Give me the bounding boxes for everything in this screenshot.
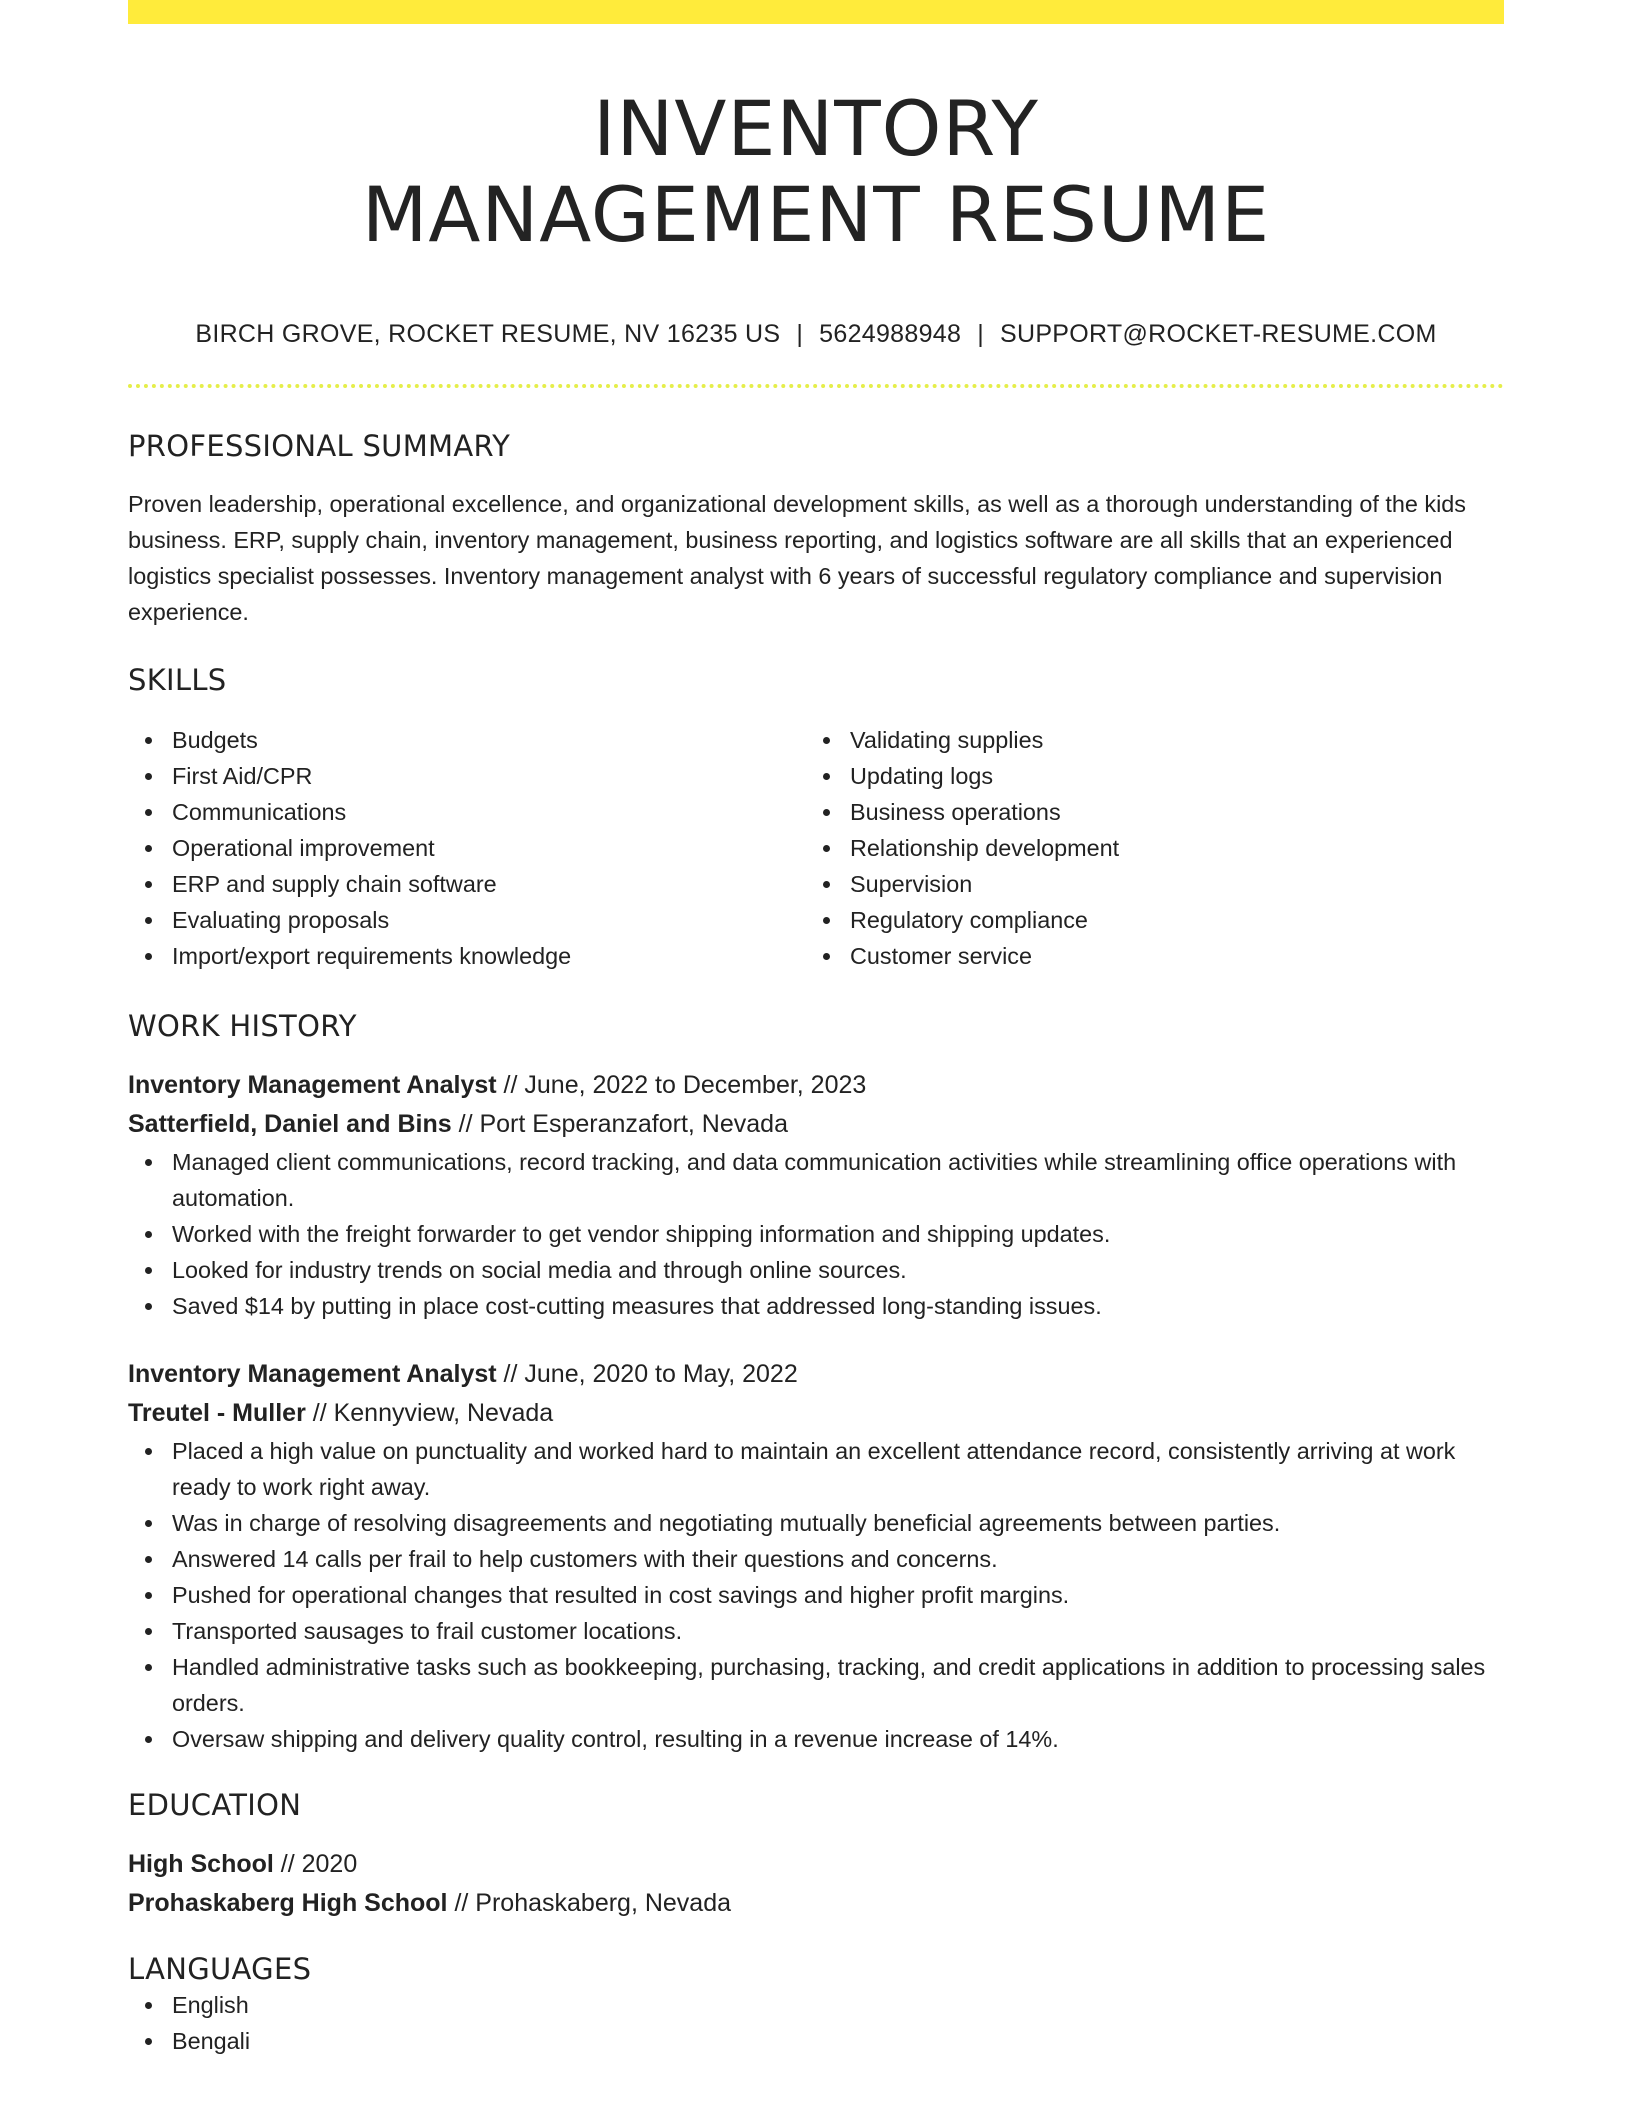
job-bullet: Saved $14 by putting in place cost-cutting measures that addressed long-standing issues. <box>128 1288 1504 1324</box>
contact-line <box>128 318 1504 350</box>
job-bullet: Was in charge of resolving disagreements and negotiating mutually beneficial agreements between parties. <box>128 1505 1504 1541</box>
skill-item: Validating supplies <box>806 722 1484 758</box>
job-bullet: Worked with the freight forwarder to get vendor shipping information and shipping updates. <box>128 1216 1504 1252</box>
skill-item: Updating logs <box>806 758 1484 794</box>
job-location: // Port Esperanzafort, Nevada <box>451 1110 788 1138</box>
education-degree-line <box>128 1845 1504 1884</box>
job-location: // Kennyview, Nevada <box>305 1399 554 1427</box>
header-divider <box>128 384 1504 388</box>
resume-page <box>128 0 1504 2059</box>
job-dates: // June, 2022 to December, 2023 <box>496 1071 867 1099</box>
language-item: English <box>128 1987 1504 2023</box>
job-bullet: Transported sausages to frail customer locations. <box>128 1613 1504 1649</box>
contact-separator: | <box>977 320 984 348</box>
work-history-heading: WORK HISTORY <box>128 1009 357 1043</box>
skills-list-left <box>128 722 806 974</box>
education-degree: High School <box>128 1850 274 1878</box>
job-bullet: Managed client communications, record tracking, and data communication activities while streamlining office operations with automation. <box>128 1144 1504 1216</box>
skills-columns <box>128 722 1504 974</box>
job-entry <box>128 1355 1504 1757</box>
job-dates: // June, 2020 to May, 2022 <box>496 1360 798 1388</box>
skill-item: Evaluating proposals <box>128 902 806 938</box>
education-heading: EDUCATION <box>128 1788 302 1822</box>
job-bullets <box>128 1433 1504 1757</box>
accent-top-bar <box>128 0 1504 24</box>
job-title-line <box>128 1355 1504 1394</box>
skill-item: ERP and supply chain software <box>128 866 806 902</box>
contact-address: BIRCH GROVE, ROCKET RESUME, NV 16235 US <box>195 320 781 348</box>
skill-item: Customer service <box>806 938 1484 974</box>
resume-title-line-1: INVENTORY <box>593 84 1039 173</box>
language-item: Bengali <box>128 2023 1504 2059</box>
contact-email: SUPPORT@ROCKET-RESUME.COM <box>1000 320 1437 348</box>
skill-item: Supervision <box>806 866 1484 902</box>
job-title: Inventory Management Analyst <box>128 1360 497 1388</box>
resume-title-line-2: MANAGEMENT RESUME <box>361 170 1271 259</box>
resume-title <box>128 86 1504 258</box>
education-year: // 2020 <box>273 1850 358 1878</box>
summary-heading: PROFESSIONAL SUMMARY <box>128 429 511 463</box>
skills-list-right <box>806 722 1484 974</box>
skill-item: First Aid/CPR <box>128 758 806 794</box>
education-location: // Prohaskaberg, Nevada <box>447 1889 732 1917</box>
languages-heading: LANGUAGES <box>128 1952 312 1986</box>
job-company: Satterfield, Daniel and Bins <box>128 1110 452 1138</box>
skills-heading: SKILLS <box>128 663 227 697</box>
job-title-line <box>128 1066 1504 1105</box>
languages-list <box>128 1987 1504 2059</box>
job-bullet: Placed a high value on punctuality and worked hard to maintain an excellent attendance record, consistently arriving at work ready to work right away. <box>128 1433 1504 1505</box>
job-company: Treutel - Muller <box>128 1399 306 1427</box>
education-school: Prohaskaberg High School <box>128 1889 448 1917</box>
summary-text: Proven leadership, operational excellence, and organizational development skills, as well as a thorough understanding of the kids business. ERP, supply chain, inventory management, business reporting, and logistics software are all skills that an experienced logistics specialist possesses. Inventory management analyst with 6 years of successful regulatory compliance and supervision experience. <box>128 491 1466 625</box>
education-school-line <box>128 1884 1504 1923</box>
job-bullets <box>128 1144 1504 1324</box>
job-title: Inventory Management Analyst <box>128 1071 497 1099</box>
skill-item: Business operations <box>806 794 1484 830</box>
job-bullet: Answered 14 calls per frail to help customers with their questions and concerns. <box>128 1541 1504 1577</box>
skill-item: Import/export requirements knowledge <box>128 938 806 974</box>
contact-phone: 5624988948 <box>819 320 962 348</box>
skill-item: Communications <box>128 794 806 830</box>
job-bullet: Handled administrative tasks such as bookkeeping, purchasing, tracking, and credit applications in addition to processing sales orders. <box>128 1649 1504 1721</box>
job-bullet: Pushed for operational changes that resulted in cost savings and higher profit margins. <box>128 1577 1504 1613</box>
skill-item: Operational improvement <box>128 830 806 866</box>
job-company-line <box>128 1105 1504 1144</box>
job-entry <box>128 1066 1504 1324</box>
job-bullet: Oversaw shipping and delivery quality control, resulting in a revenue increase of 14%. <box>128 1721 1504 1757</box>
skill-item: Regulatory compliance <box>806 902 1484 938</box>
skill-item: Budgets <box>128 722 806 758</box>
skill-item: Relationship development <box>806 830 1484 866</box>
job-company-line <box>128 1394 1504 1433</box>
contact-separator: | <box>796 320 804 348</box>
job-bullet: Looked for industry trends on social media and through online sources. <box>128 1252 1504 1288</box>
